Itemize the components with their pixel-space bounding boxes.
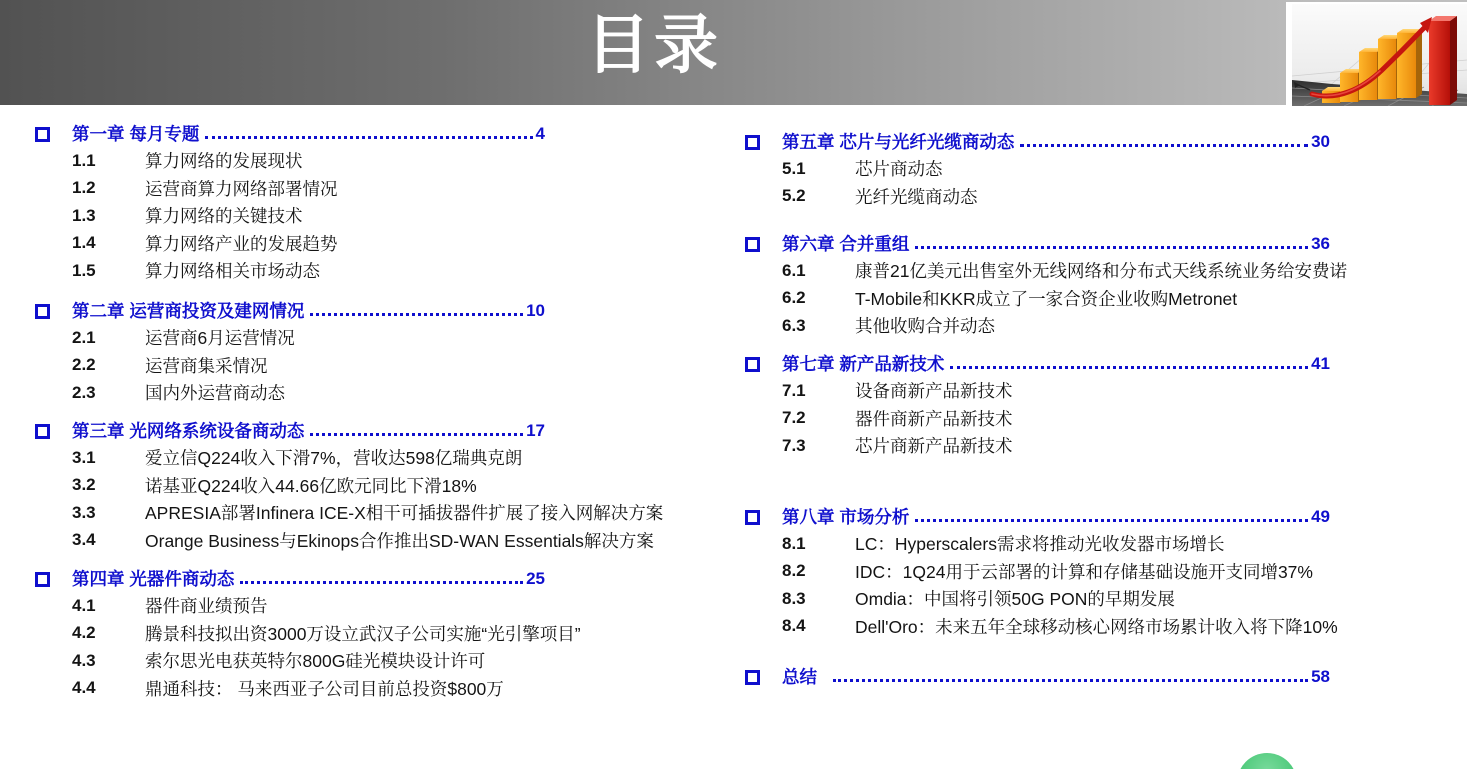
toc-item[interactable]: [782, 405, 1330, 433]
chapter-title: 第四章 光器件商动态: [72, 569, 235, 589]
toc-item-text: Omdia：中国将引领50G PON的早期发展: [855, 589, 1175, 610]
toc-item-number: 5.2: [782, 186, 806, 206]
toc-item[interactable]: [72, 175, 545, 203]
toc-item-text: 算力网络的发展现状: [145, 151, 303, 172]
toc-item-text: 光纤光缆商动态: [855, 186, 978, 207]
toc-item-text: 索尔思光电获英特尔800G硅光模块设计许可: [145, 651, 486, 672]
dotted-leader: [205, 136, 532, 139]
toc-item[interactable]: [782, 183, 1330, 211]
toc-item-number: 5.1: [782, 158, 806, 178]
dotted-leader: [915, 519, 1308, 522]
toc-item-text: APRESIA部署Infinera ICE-X相干可插拔器件扩展了接入网解决方案: [145, 503, 664, 524]
toc-item-text: 芯片商动态: [855, 159, 943, 180]
chapter-8-group: [745, 503, 1338, 640]
square-bullet-icon: [745, 670, 760, 685]
toc-item-text: 康普21亿美元出售室外无线网络和分布式天线系统业务给安费诺: [855, 261, 1347, 282]
toc-item[interactable]: [782, 432, 1330, 460]
chapter-page-number: 17: [526, 420, 545, 440]
chapter-8-items: [782, 530, 1338, 640]
header-band: [0, 0, 1467, 105]
toc-item[interactable]: [72, 472, 545, 500]
chapter-page-number: 30: [1311, 131, 1330, 151]
chapter-page-number: 49: [1311, 506, 1330, 526]
chapter-title: 第三章 光网络系统设备商动态: [72, 421, 305, 441]
chapter-5-heading[interactable]: [782, 128, 1330, 155]
dotted-leader: [950, 366, 1308, 369]
toc-item-number: 2.2: [72, 355, 96, 375]
chapter-5-group: [745, 128, 1330, 210]
toc-item[interactable]: [72, 352, 545, 380]
toc-item-text: 腾景科技拟出资3000万设立武汉子公司实施“光引擎项目”: [145, 623, 581, 644]
chapter-7-group: [745, 350, 1330, 460]
toc-item-number: 6.1: [782, 260, 806, 280]
chapter-2-heading[interactable]: [72, 297, 545, 324]
toc-item-text: Orange Business与Ekinops合作推出SD-WAN Essentials解决方案: [145, 530, 654, 551]
toc-item-number: 6.2: [782, 288, 806, 308]
toc-item[interactable]: [72, 202, 545, 230]
chapter-title: 第五章 芯片与光纤光缆商动态: [782, 132, 1015, 152]
summary-page-number: 58: [1311, 666, 1330, 686]
chapter-page-number: 41: [1311, 353, 1330, 373]
toc-item-number: 7.3: [782, 435, 806, 455]
toc-item-text: 诺基亚Q224收入44.66亿欧元同比下滑18%: [145, 475, 477, 496]
toc-item-text: 爱立信Q224收入下滑7%，营收达598亿瑞典克朗: [145, 448, 523, 469]
toc-item-text: 算力网络相关市场动态: [145, 261, 320, 282]
toc-item[interactable]: [72, 324, 545, 352]
square-bullet-icon: [35, 572, 50, 587]
chapter-6-heading[interactable]: [782, 230, 1330, 257]
dotted-leader: [240, 581, 523, 584]
square-bullet-icon: [745, 237, 760, 252]
chapter-8-heading[interactable]: [782, 503, 1330, 530]
toc-item-number: 7.2: [782, 408, 806, 428]
toc-item-text: 设备商新产品新技术: [855, 381, 1013, 402]
green-circle-widget-button[interactable]: [1237, 753, 1297, 769]
toc-item[interactable]: [782, 155, 1330, 183]
square-bullet-icon: [35, 304, 50, 319]
toc-item[interactable]: [782, 530, 1330, 558]
toc-item-number: 1.1: [72, 150, 96, 170]
dotted-leader: [915, 246, 1308, 249]
toc-item-text: 算力网络的关键技术: [145, 206, 303, 227]
summary-group: [745, 663, 1330, 690]
toc-item-text: 器件商业绩预告: [145, 596, 268, 617]
toc-item-number: 8.1: [782, 533, 806, 553]
growth-bar-chart-image: [1286, 2, 1467, 108]
toc-item[interactable]: [782, 558, 1330, 586]
square-bullet-icon: [745, 357, 760, 372]
toc-item-number: 4.3: [72, 650, 96, 670]
toc-item-number: 8.4: [782, 616, 806, 636]
toc-item[interactable]: [72, 379, 545, 407]
chapter-1-group: [35, 120, 545, 285]
chapter-title: 第六章 合并重组: [782, 234, 910, 254]
chapter-title: 第二章 运营商投资及建网情况: [72, 301, 305, 321]
chapter-6-items: [782, 257, 1347, 340]
toc-item-number: 3.1: [72, 447, 96, 467]
chapter-6-group: [745, 230, 1347, 340]
chapter-1-items: [72, 147, 545, 285]
chapter-4-heading[interactable]: [72, 565, 545, 592]
toc-item-text: 芯片商新产品新技术: [855, 436, 1013, 457]
toc-item-number: 1.5: [72, 260, 96, 280]
chapter-4-items: [72, 592, 581, 702]
toc-item[interactable]: [72, 499, 664, 527]
toc-item-text: 算力网络产业的发展趋势: [145, 233, 338, 254]
chapter-1-heading[interactable]: [72, 120, 545, 147]
toc-item-number: 3.3: [72, 502, 96, 522]
square-bullet-icon: [35, 127, 50, 142]
toc-item-number: 4.1: [72, 595, 96, 615]
square-bullet-icon: [745, 135, 760, 150]
toc-item-number: 1.3: [72, 205, 96, 225]
dotted-leader: [833, 679, 1308, 682]
square-bullet-icon: [745, 510, 760, 525]
toc-item[interactable]: [782, 312, 1330, 340]
page-title: 目录: [586, 9, 722, 81]
toc-item-text: 运营商算力网络部署情况: [145, 178, 338, 199]
toc-item-text: LC：Hyperscalers需求将推动光收发器市场增长: [855, 534, 1225, 555]
toc-item[interactable]: [782, 585, 1330, 613]
toc-item-number: 4.4: [72, 678, 96, 698]
toc-item-number: 7.1: [782, 380, 806, 400]
toc-item[interactable]: [72, 147, 545, 175]
toc-item[interactable]: [782, 257, 1347, 285]
toc-item[interactable]: [72, 620, 581, 648]
toc-item-text: 器件商新产品新技术: [855, 408, 1013, 429]
toc-item-text: 运营商6月运营情况: [145, 328, 295, 349]
chapter-5-items: [782, 155, 1330, 210]
toc-item[interactable]: [72, 230, 545, 258]
chapter-title: 第八章 市场分析: [782, 507, 910, 527]
summary-title: 总结: [782, 667, 817, 687]
chapter-3-items: [72, 444, 664, 554]
toc-item[interactable]: [782, 285, 1330, 313]
chapter-3-group: [35, 417, 664, 554]
toc-item[interactable]: [782, 377, 1330, 405]
toc-item-text: 鼎通科技： 马来西亚子公司目前总投资$800万: [145, 678, 504, 699]
toc-item[interactable]: [782, 613, 1338, 641]
toc-item-number: 4.2: [72, 623, 96, 643]
chapter-2-items: [72, 324, 545, 407]
toc-item[interactable]: [72, 257, 545, 285]
square-bullet-icon: [35, 424, 50, 439]
dotted-leader: [310, 313, 523, 316]
chapter-title: 第七章 新产品新技术: [782, 354, 945, 374]
toc-item-number: 3.2: [72, 475, 96, 495]
chapter-page-number: 10: [526, 300, 545, 320]
toc-item-number: 6.3: [782, 315, 806, 335]
toc-item-text: 运营商集采情况: [145, 355, 268, 376]
toc-item-text: T-Mobile和KKR成立了一家合资企业收购Metronet: [855, 288, 1238, 309]
chapter-2-group: [35, 297, 545, 407]
chapter-page-number: 4: [535, 123, 545, 143]
bar-chart-graphic: [1292, 4, 1467, 106]
toc-item-number: 3.4: [72, 530, 96, 550]
toc-item-number: 2.1: [72, 327, 96, 347]
toc-item[interactable]: [72, 444, 545, 472]
toc-item-number: 2.3: [72, 382, 96, 402]
toc-item[interactable]: [72, 647, 545, 675]
chapter-7-heading[interactable]: [782, 350, 1330, 377]
toc-item-text: Dell'Oro：未来五年全球移动核心网络市场累计收入将下降10%: [855, 616, 1338, 637]
chapter-3-heading[interactable]: [72, 417, 545, 444]
dotted-leader: [1020, 144, 1308, 147]
toc-item-number: 1.4: [72, 233, 96, 253]
toc-item-text: 其他收购合并动态: [855, 316, 995, 337]
chapter-page-number: 25: [526, 568, 545, 588]
chapter-page-number: 36: [1311, 233, 1330, 253]
toc-item-text: IDC：1Q24用于云部署的计算和存储基础设施开支同增37%: [855, 561, 1313, 582]
toc-item-text: 国内外运营商动态: [145, 383, 285, 404]
chapter-7-items: [782, 377, 1330, 460]
toc-item-number: 1.2: [72, 178, 96, 198]
dotted-leader: [310, 433, 523, 436]
chapter-title: 第一章 每月专题: [72, 124, 200, 144]
toc-item[interactable]: [72, 675, 545, 703]
summary-heading[interactable]: [782, 663, 1330, 690]
toc-item[interactable]: [72, 592, 545, 620]
chapter-4-group: [35, 565, 581, 702]
toc-item-number: 8.2: [782, 561, 806, 581]
toc-item-number: 8.3: [782, 588, 806, 608]
toc-item[interactable]: [72, 527, 654, 555]
